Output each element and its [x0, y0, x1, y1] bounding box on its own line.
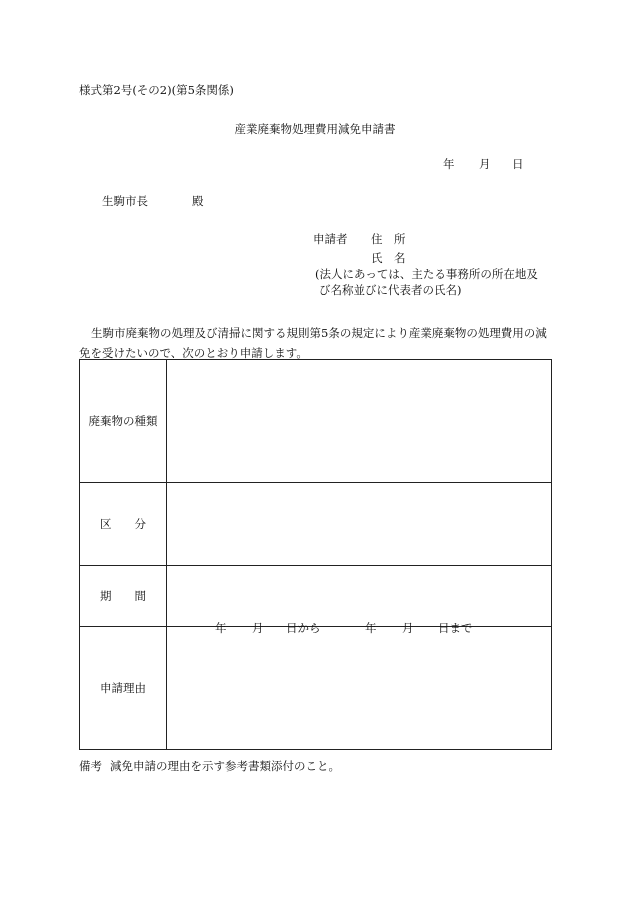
table-row-category — [80, 483, 552, 566]
period-end-year: 年 — [365, 621, 377, 635]
remarks-text: 減免申請の理由を示す参考書類添付のこと。 — [110, 759, 340, 773]
applicant-address-label: 住 所 — [371, 232, 406, 246]
table-row-reason — [80, 627, 552, 750]
table-row-waste-type — [80, 360, 552, 483]
date-year-label: 年 — [443, 157, 455, 171]
period-end-day: 日まで — [438, 621, 473, 635]
remarks-label: 備考 — [79, 759, 102, 773]
application-table — [79, 359, 552, 750]
reason-field[interactable] — [167, 627, 552, 750]
application-statement — [79, 323, 554, 363]
period-label: 期 間 — [80, 566, 167, 627]
category-label: 区 分 — [80, 483, 167, 566]
period-start-month: 月 — [252, 621, 264, 635]
period-field[interactable] — [167, 566, 552, 635]
waste-type-field[interactable] — [167, 360, 552, 483]
addressee-name: 生駒市長 — [102, 194, 148, 208]
table-row-period — [80, 566, 552, 627]
applicant-name-label: 氏 名 — [371, 251, 406, 265]
applicant-note-line1: (法人にあっては、主たる事務所の所在地及 — [315, 267, 538, 281]
reason-label: 申請理由 — [80, 627, 167, 750]
period-end-month: 月 — [402, 621, 414, 635]
date-day-label: 日 — [512, 157, 524, 171]
addressee-honorific: 殿 — [192, 194, 204, 208]
document-title: 産業廃棄物処理費用減免申請書 — [234, 122, 396, 136]
period-start-year: 年 — [215, 621, 227, 635]
date-month-label: 月 — [479, 157, 491, 171]
applicant-label: 申請者 — [313, 232, 348, 246]
period-start-day: 日から — [286, 621, 321, 635]
form-number: 様式第2号(その2)(第5条関係) — [79, 83, 234, 97]
waste-type-label: 廃棄物の種類 — [80, 360, 167, 483]
application-statement-text: 生駒市廃棄物の処理及び清掃に関する規則第5条の規定により産業廃棄物の処理費用の減免を受けたいので、次のとおり申請します。 — [79, 326, 547, 360]
remarks — [79, 758, 340, 774]
applicant-note-line2: び名称並びに代表者の氏名) — [319, 283, 462, 297]
category-field[interactable] — [167, 483, 552, 566]
